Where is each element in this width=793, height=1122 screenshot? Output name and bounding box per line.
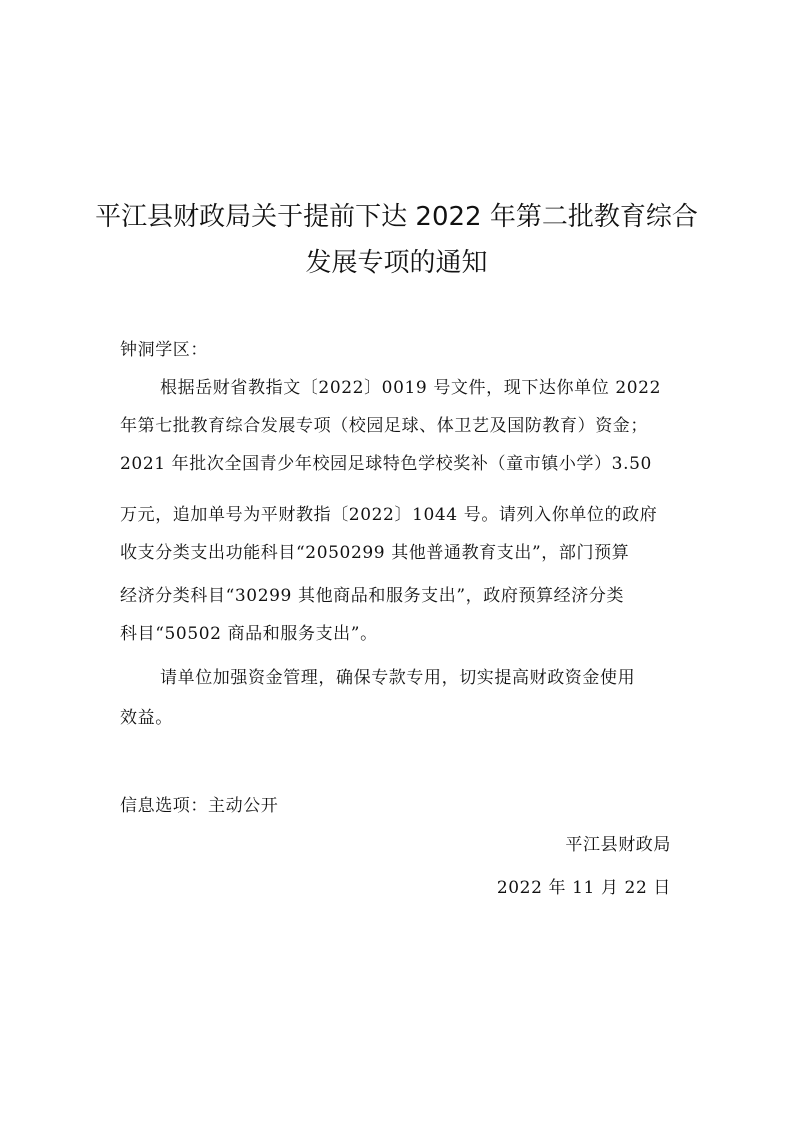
issue-date: 2022 年 11 月 22 日: [496, 878, 671, 898]
paragraph-1-line-5: 收支分类支出功能科目“2050299 其他普通教育支出”，部门预算: [120, 543, 630, 563]
paragraph-1-line-1: 根据岳财省教指文〔2022〕0019 号文件，现下达你单位 2022: [160, 378, 661, 398]
signer: 平江县财政局: [565, 835, 671, 855]
paragraph-2-line-2: 效益。: [120, 708, 173, 728]
paragraph-2-line-1: 请单位加强资金管理，确保专款专用，切实提高财政资金使用: [160, 668, 636, 688]
paragraph-1-line-7: 科目“50502 商品和服务支出”。: [120, 624, 378, 644]
paragraph-1-line-2: 年第七批教育综合发展专项（校园足球、体卫艺及国防教育）资金；: [120, 416, 648, 436]
document-title-line-2: 发展专项的通知: [305, 248, 488, 278]
paragraph-1-line-3: 2021 年批次全国青少年校园足球特色学校奖补（童市镇小学）3.50: [120, 454, 652, 474]
paragraph-1-line-6: 经济分类科目“30299 其他商品和服务支出”，政府预算经济分类: [120, 586, 625, 606]
info-option: 信息选项：主动公开: [120, 796, 279, 816]
paragraph-1-line-4: 万元，追加单号为平财教指〔2022〕1044 号。请列入你单位的政府: [120, 505, 658, 525]
document-title-line-1: 平江县财政局关于提前下达 2022 年第二批教育综合: [95, 202, 698, 232]
salutation: 钟洞学区：: [120, 340, 208, 360]
